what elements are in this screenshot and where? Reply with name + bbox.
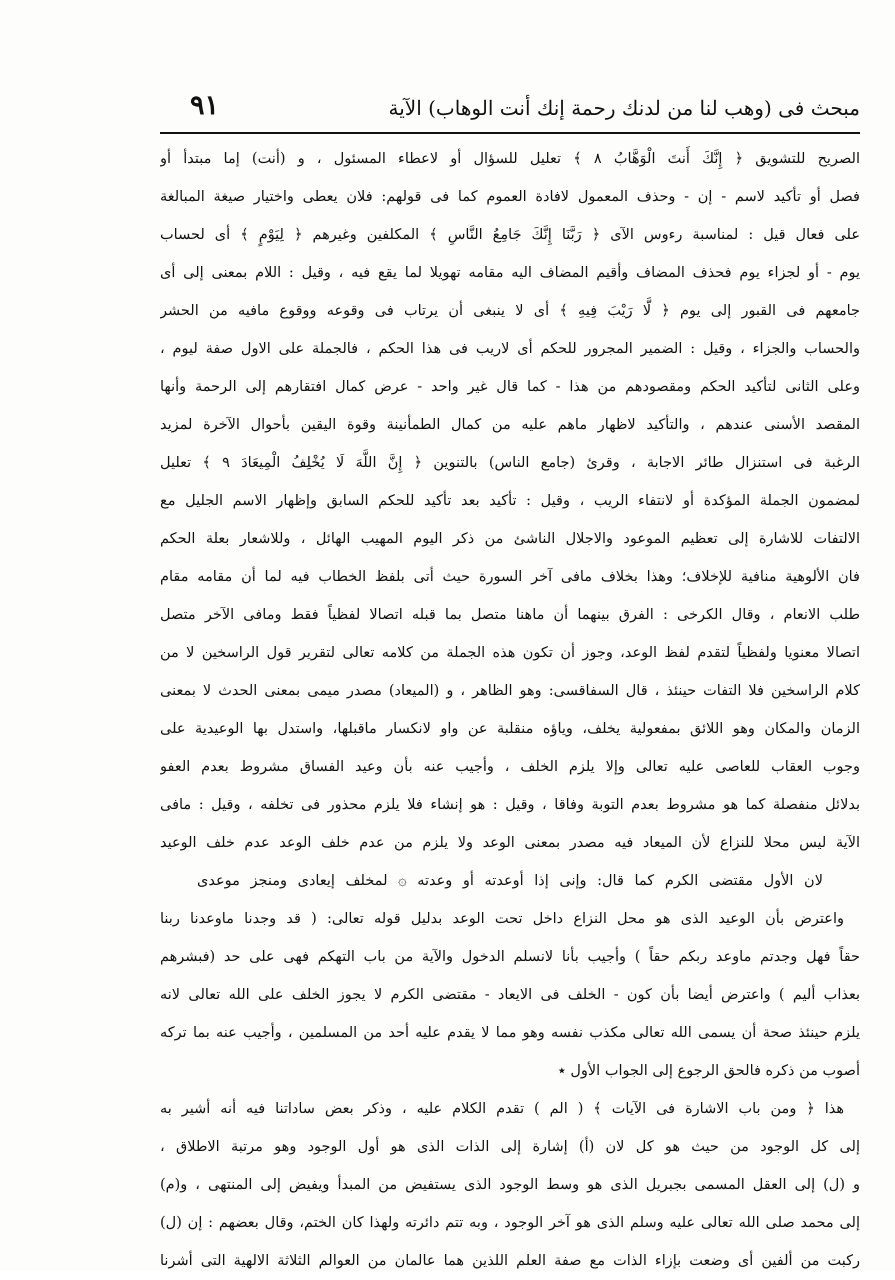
- text-line: كلام الراسخين فلا التفات حينئذ ، قال السفاقسى: وهو الظاهر ، و (الميعاد) مصدر ميمى بمعنى الحدث لا بمعنى: [160, 683, 860, 699]
- text-line: الصريح للتشويق ﴿ إِنَّكَ أَنتَ الْوَهَّابُ ٨ ﴾ تعليل للسؤال أو لاعطاء المسئول ، و (أنت) إما مبتدأ أو: [160, 151, 860, 167]
- text-line: يلزم حينئذ صحة أن يسمى الله تعالى مكذب نفسه وهو مما لا يقدم عليه أحد من المسلمين ، وأجيب عنه بما تركه: [160, 1025, 860, 1041]
- text-line: الآية ليس محلا للنزاع لأن الميعاد فيه مصدر بمعنى الوعد ولا يلزم من عدم خلف الوعد عدم خلف الوعيد: [160, 835, 860, 851]
- text-line: لمضمون الجملة المؤكدة أو لانتفاء الريب ، وقيل : تأكيد بعد تأكيد للحكم السابق وإظهار الاسم الجليل مع: [160, 493, 860, 509]
- text-line: وعلى الثانى لتأكيد الحكم ومقصودهم من هذا - كما قال غير واحد - عرض كمال افتقارهم إلى الرحمة وأنها: [160, 379, 860, 395]
- text-line: حقاً فهل وجدتم ماوعد ربكم حقاً ) وأجيب بأنا لانسلم الدخول والآية من باب التهكم فهى على حد (فبشرهم: [160, 949, 860, 965]
- text-line: اتصالا معنويا ولفظياً لتقدم لفظ الوعد، وجوز أن تكون هذه الجملة من كلامه تعالى لتقرير قول الراسخين لا من: [160, 645, 860, 661]
- text-line: واعترض بأن الوعيد الذى هو محل النزاع داخل تحت الوعد بدليل قوله تعالى: ( قد وجدنا ماوعدنا ربنا: [160, 911, 844, 927]
- text-line: إلى محمد صلى الله تعالى عليه وسلم الذى هو آخر الوجود ، وبه تتم دائرته ولهذا كان الختم، وقال بعضهم : إن (ل): [160, 1215, 860, 1231]
- text-line: يوم - أو لجزاء يوم فحذف المضاف وأقيم المضاف اليه مقامه تهويلا لما يقع فيه ، وقيل : اللام بمعنى إلى أى: [160, 265, 860, 281]
- header-divider: [160, 132, 860, 134]
- text-line: جامعهم فى القبور إلى يوم ﴿ لَّا رَيْبَ فِيهِ ﴾ أى لا ينبغى أن يرتاب فى وقوعه ووقوع مافيه من الحشر: [160, 303, 860, 319]
- text-line: ركبت من ألفين أى وضعت بإزاء الذات مع صفة العلم اللذين هما عالمان من العوالم الثلاثة الالهية التى أشرنا: [160, 1253, 860, 1269]
- body-text: [160, 140, 860, 1280]
- text-line: فان الألوهية منافية للإخلاف؛ وهذا بخلاف مافى آخر السورة حيث أتى بلفظ الخطاب فيه لما أن مقامه مقام: [160, 569, 860, 585]
- text-line: فصل أو تأكيد لاسم - إن - وحذف المعمول لافادة العموم كما فى قولهم: فلان يعطى واختيار صيغة المبالغة: [160, 189, 860, 205]
- text-line: وجوب العقاب للعاصى عليه تعالى وإلا يلزم الخلف ، وأجيب عنه بأن وعيد الفساق مشروط بعدم العفو: [160, 759, 860, 775]
- text-line: المقصد الأسنى عندهم ، والتأكيد لاظهار ماهم عليه من كمال الطمأنينة وقوة اليقين بأحوال الآخرة لمزيد: [160, 417, 860, 433]
- section-start-line: هذا ﴿ ومن باب الاشارة فى الآيات ﴾ ( الم ) تقدم الكلام عليه ، وذكر بعض ساداتنا فيه أنه أشير به: [160, 1101, 844, 1117]
- text-line: على فعال قيل : لمناسبة رءوس الآى ﴿ رَبَّنَا إِنَّكَ جَامِعُ النَّاسِ ﴾ المكلفين وغيرهم ﴿ لِيَوْمٍ ﴾ أى لحساب: [160, 227, 860, 243]
- running-title: مبحث فى (وهب لنا من لدنك رحمة إنك أنت الوهاب) الآية: [388, 96, 860, 120]
- text-line: بعذاب أليم ) واعترض أيضا بأن كون - الخلف فى الايعاد - مقتضى الكرم لا يجوز الخلف على الله تعالى لانه: [160, 987, 860, 1003]
- text-line: طلب الانعام ، وقال الكرخى : الفرق بينهما أن ماهنا متصل بما قبله اتصالا لفظياً فقط ومافى الآخر متصل: [160, 607, 860, 623]
- text-line: إلى كل الوجود من حيث هو كل لان (أ) إشارة إلى الذات الذى هو أول الوجود وهو مرتبة الاطلاق ،: [160, 1139, 860, 1155]
- page-number: ٩١: [190, 90, 220, 121]
- paragraph-end-line: أصوب من ذكره فالحق الرجوع إلى الجواب الأول ٭: [557, 1063, 860, 1079]
- text-line: والحساب والجزاء ، وقيل : الضمير المجرور للحكم أى لاريب فى هذا الحكم ، فالجملة على الاول صفة ليوم ،: [160, 341, 860, 357]
- page-header: [160, 88, 860, 132]
- text-line: و (ل) إلى العقل المسمى بجبريل الذى هو وسط الوجود الذى يستفيض من المبدأ ويفيض إلى المنتهى ، و(م): [160, 1177, 860, 1193]
- text-line: بدلائل منفصلة كما هو مشروط بعدم التوبة وفاقا ، وقيل : هو إنشاء فلا يلزم محذور فى تخلفه ، وقيل : مافى: [160, 797, 860, 813]
- text-line: الالتفات للاشارة إلى تعظيم الموعود والاجلال الناشئ من ذكر اليوم المهيب الهائل ، وللاشعار بعلة الحكم: [160, 531, 860, 547]
- poetry-verse-line: لان الأول مقتضى الكرم كما قال: وإنى إذا أوعدته أو وعدته ۞ لمخلف إيعادى ومنجز موعدى: [197, 873, 823, 889]
- text-line: الزمان والمكان وهو اللائق بمفعولية يخلف، وياؤه منقلبة عن واو لانكسار ماقبلها، واستدل بها الوعيدية على: [160, 721, 860, 737]
- text-line: الرغبة فى استنزال طائر الاجابة ، وقرئ (جامع الناس) بالتنوين ﴿ إِنَّ اللَّهَ لَا يُخْلِفُ الْمِيعَادَ ٩ ﴾ تعليل: [160, 455, 860, 471]
